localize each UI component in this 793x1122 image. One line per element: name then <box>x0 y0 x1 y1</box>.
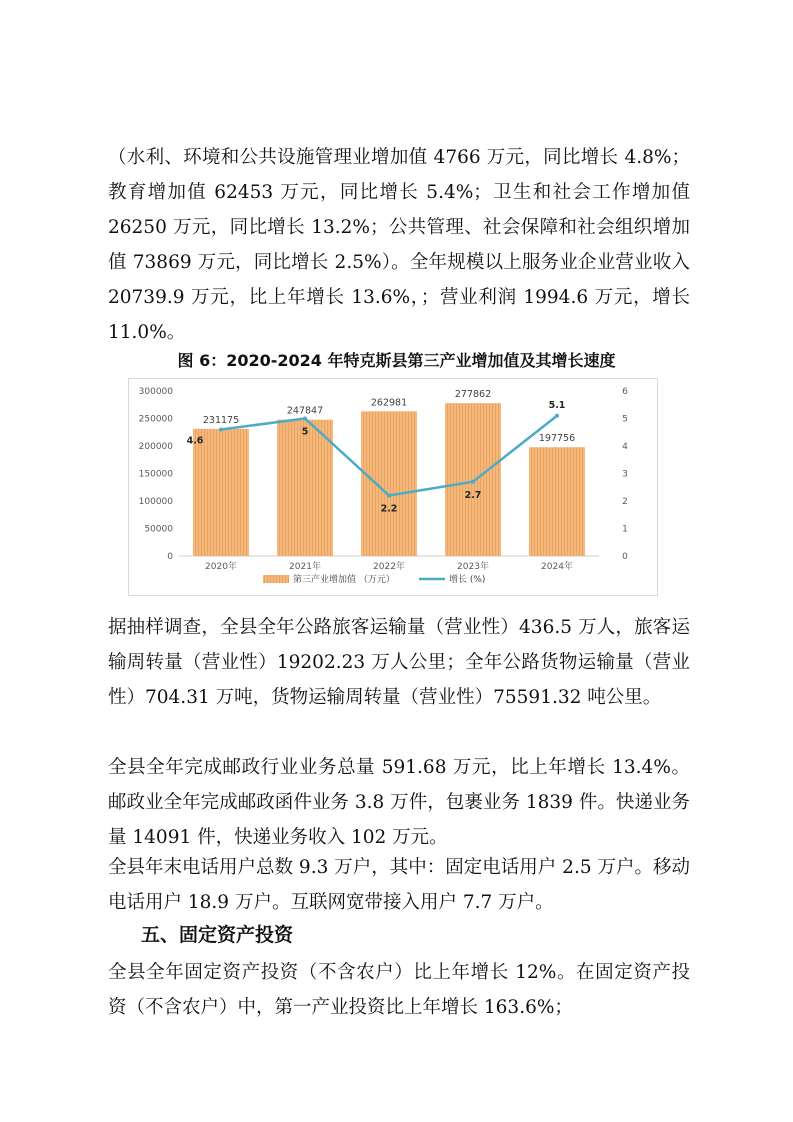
chart-container <box>128 378 658 596</box>
bar <box>277 420 333 556</box>
paragraph-transport: 据抽样调查，全县全年公路旅客运输量（营业性）436.5 万人，旅客运输周转量（营业性）19202.23 万人公里；全年公路货物运输量（营业性）704.31 万吨，货物运输周转量（营业性）75591.32 吨公里。 <box>108 617 690 708</box>
y-right-tick-label: 4 <box>622 442 628 452</box>
y-left-tick-label: 250000 <box>138 414 173 425</box>
y-right-tick-label: 6 <box>622 387 628 397</box>
y-left-tick-label: 150000 <box>138 469 173 480</box>
y-left-tick-label: 0 <box>167 552 173 562</box>
x-tick-label: 2023年 <box>457 562 489 572</box>
paragraph-services: （水利、环境和公共设施管理业增加值 4766 万元，同比增长 4.8%；教育增加值 62453 万元，同比增长 5.4%；卫生和社会工作增加值 26250 万元，同比增长 13.2%；公共管理、社会保障和社会组织增加值 73869 万元，同比增长 2.5%）。全年规模以上服务业企业营业收入 20739.9 万元，比上年增长 13.6%，；营业利润 1994.6 万元，增长 11.0%。 <box>108 147 690 343</box>
bar-value-label: 262981 <box>370 397 408 409</box>
growth-point <box>303 417 307 421</box>
x-tick-label: 2022年 <box>373 562 405 572</box>
growth-value-label: 5 <box>301 426 309 438</box>
growth-point <box>471 480 475 484</box>
y-left-tick-label: 200000 <box>138 442 173 452</box>
y-right-tick-label: 1 <box>622 524 628 535</box>
legend-bar-swatch <box>263 575 289 583</box>
growth-value-label: 4.6 <box>186 435 204 447</box>
x-tick-label: 2024年 <box>541 562 573 572</box>
y-left-tick-label: 50000 <box>144 524 173 535</box>
paragraph-telecom: 全县年末电话用户总数 9.3 万户，其中：固定电话用户 2.5 万户。移动电话用户 18.9 万户。互联网宽带接入用户 7.7 万户。 <box>108 857 690 913</box>
bar-value-label: 231175 <box>202 414 240 426</box>
figure-title: 图 6：2020-2024 年特克斯县第三产业增加值及其增长速度 <box>177 351 616 370</box>
growth-value-label: 2.2 <box>380 503 398 515</box>
growth-value-label: 2.7 <box>464 489 482 501</box>
legend-bar-label: 第三产业增加值 （万元） <box>293 575 395 585</box>
growth-value-label: 5.1 <box>548 399 566 411</box>
y-left-tick-label: 300000 <box>138 387 173 397</box>
section-heading: 五、固定资产投资 <box>141 924 294 946</box>
bar <box>445 403 501 556</box>
y-right-tick-label: 5 <box>622 414 628 425</box>
bar-value-label: 277862 <box>454 389 492 401</box>
growth-point <box>555 414 559 418</box>
paragraph-investment: 全县全年固定资产投资（不含农户）比上年增长 12%。在固定资产投资（不含农户）中，第一产业投资比上年增长 163.6%； <box>108 962 690 1018</box>
legend-line-label: 增长 (%) <box>449 575 486 585</box>
tertiary-industry-chart <box>129 379 657 595</box>
y-right-tick-label: 2 <box>622 497 628 507</box>
y-right-tick-label: 3 <box>622 469 628 480</box>
paragraph-postal: 全县全年完成邮政行业业务总量 591.68 万元，比上年增长 13.4%。邮政业全年完成邮政函件业务 3.8 万件，包裹业务 1839 件。快递业务量 14091 件，快递业务收入 102 万元。 <box>108 757 690 848</box>
bar <box>361 411 417 556</box>
y-right-tick-label: 0 <box>622 552 628 562</box>
bar <box>193 429 249 556</box>
bar <box>529 447 585 556</box>
x-tick-label: 2020年 <box>205 562 237 572</box>
bar-value-label: 247847 <box>286 405 324 417</box>
growth-point <box>387 494 391 498</box>
y-left-tick-label: 100000 <box>138 497 173 507</box>
bar-value-label: 197756 <box>538 433 576 445</box>
growth-point <box>219 428 223 432</box>
x-tick-label: 2021年 <box>289 562 321 572</box>
